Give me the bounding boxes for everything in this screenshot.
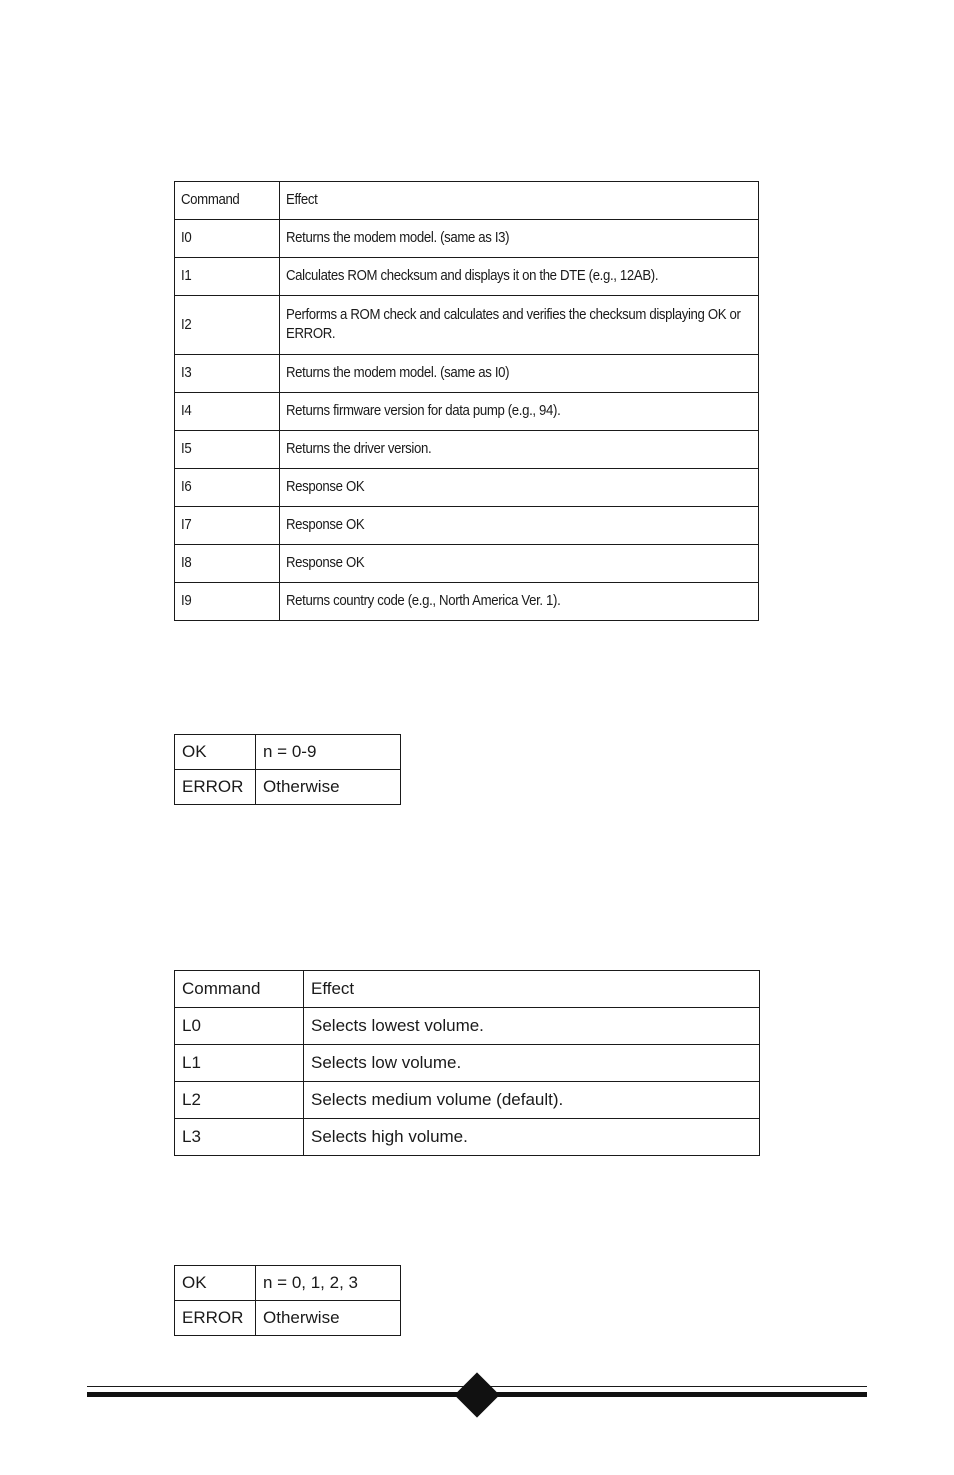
table-row: [175, 1301, 401, 1336]
result-condition-cell: Otherwise: [256, 770, 401, 805]
effect-cell: Selects low volume.: [304, 1045, 760, 1082]
effect-cell: Returns country code (e.g., North America Ver. 1).: [280, 583, 759, 621]
effect-cell: Selects high volume.: [304, 1119, 760, 1156]
info-command-table: [174, 181, 759, 621]
table-row: [175, 220, 759, 258]
effect-cell: Returns the modem model. (same as I3): [280, 220, 759, 258]
table-row: [175, 469, 759, 507]
volume-result-code-table: [174, 1265, 401, 1336]
table-header-row: [175, 182, 759, 220]
command-cell: I2: [175, 296, 280, 355]
command-cell: I8: [175, 545, 280, 583]
command-cell: I7: [175, 507, 280, 545]
effect-cell: Returns firmware version for data pump (e.g., 94).: [280, 393, 759, 431]
table-row: [175, 735, 401, 770]
table-row: [175, 1082, 760, 1119]
command-cell: L2: [175, 1082, 304, 1119]
table-row: [175, 393, 759, 431]
result-code-cell: OK: [175, 735, 256, 770]
command-cell: I5: [175, 431, 280, 469]
table-header-row: [175, 971, 760, 1008]
effect-cell: Response OK: [280, 545, 759, 583]
command-cell: I3: [175, 355, 280, 393]
command-cell: I0: [175, 220, 280, 258]
result-condition-cell: n = 0-9: [256, 735, 401, 770]
table-row: [175, 545, 759, 583]
table-row: [175, 583, 759, 621]
command-cell: L0: [175, 1008, 304, 1045]
result-code-cell: ERROR: [175, 1301, 256, 1336]
effect-cell: Response OK: [280, 469, 759, 507]
effect-cell: Selects medium volume (default).: [304, 1082, 760, 1119]
command-cell: L1: [175, 1045, 304, 1082]
table-row: [175, 770, 401, 805]
effect-cell: Returns the modem model. (same as I0): [280, 355, 759, 393]
footer-diamond-ornament: [454, 1372, 499, 1417]
result-condition-cell: Otherwise: [256, 1301, 401, 1336]
table-row: [175, 355, 759, 393]
result-condition-cell: n = 0, 1, 2, 3: [256, 1266, 401, 1301]
info-result-code-table: [174, 734, 401, 805]
result-code-cell: OK: [175, 1266, 256, 1301]
effect-cell: Performs a ROM check and calculates and verifies the checksum displaying OK or ERROR.: [280, 296, 759, 355]
volume-command-table: [174, 970, 760, 1156]
command-cell: L3: [175, 1119, 304, 1156]
command-cell: I4: [175, 393, 280, 431]
header-cell-command: Command: [175, 971, 304, 1008]
table-row: [175, 1266, 401, 1301]
table-row: [175, 296, 759, 355]
table-row: [175, 1119, 760, 1156]
header-cell-command: Command: [175, 182, 280, 220]
table-row: [175, 258, 759, 296]
effect-cell: Returns the driver version.: [280, 431, 759, 469]
command-cell: I1: [175, 258, 280, 296]
command-cell: I6: [175, 469, 280, 507]
command-cell: I9: [175, 583, 280, 621]
effect-cell: Calculates ROM checksum and displays it on the DTE (e.g., 12AB).: [280, 258, 759, 296]
header-cell-effect: Effect: [304, 971, 760, 1008]
table-row: [175, 1045, 760, 1082]
result-code-cell: ERROR: [175, 770, 256, 805]
table-row: [175, 431, 759, 469]
header-cell-effect: Effect: [280, 182, 759, 220]
table-row: [175, 507, 759, 545]
effect-cell: Response OK: [280, 507, 759, 545]
effect-cell: Selects lowest volume.: [304, 1008, 760, 1045]
table-row: [175, 1008, 760, 1045]
